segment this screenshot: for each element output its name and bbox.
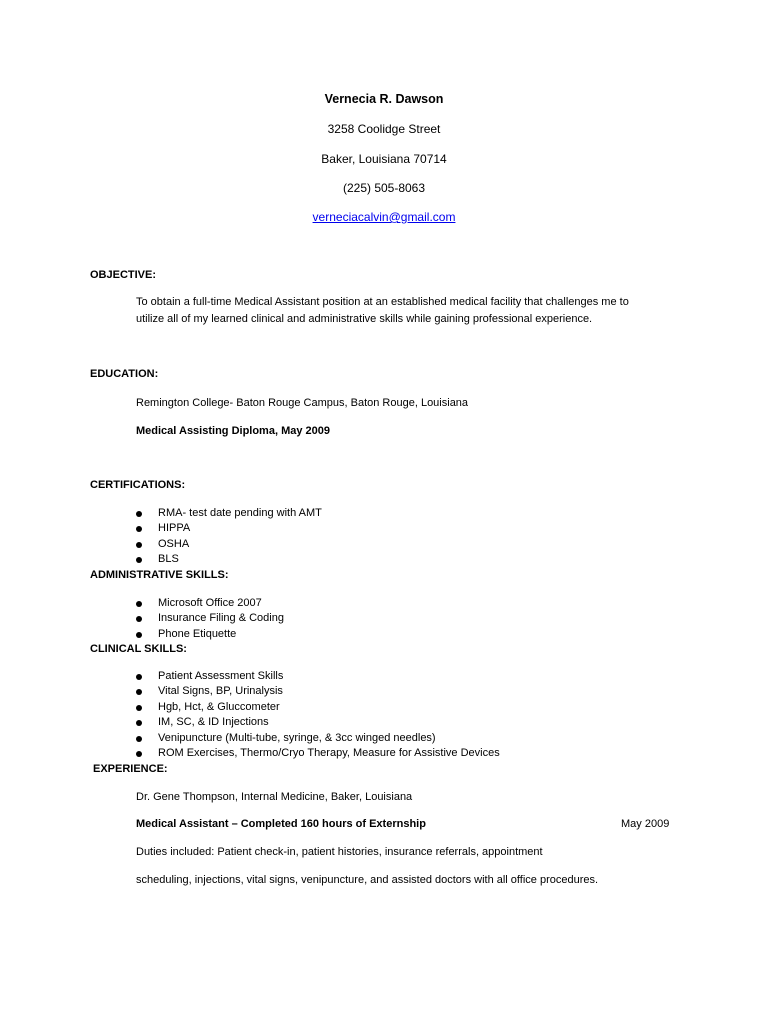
street-address: 3258 Coolidge Street	[327, 122, 441, 136]
bullet-icon	[136, 751, 142, 757]
experience-employer: Dr. Gene Thompson, Internal Medicine, Baker, Louisiana	[136, 791, 413, 803]
list-item: Hgb, Hct, & Gluccometer	[136, 700, 500, 715]
list-item: HIPPA	[136, 521, 322, 536]
experience-duties-line-1: Duties included: Patient check-in, patient histories, insurance referrals, appointment	[136, 846, 543, 858]
objective-heading: OBJECTIVE:	[90, 269, 157, 281]
bullet-icon	[136, 720, 142, 726]
bullet-icon	[136, 705, 142, 711]
bullet-icon	[136, 601, 142, 607]
list-item: IM, SC, & ID Injections	[136, 715, 500, 730]
list-item: RMA- test date pending with AMT	[136, 506, 322, 521]
experience-duties-line-2: scheduling, injections, vital signs, venipuncture, and assisted doctors with all office procedures.	[136, 874, 599, 886]
city-state-zip: Baker, Louisiana 70714	[321, 152, 447, 166]
list-item: Microsoft Office 2007	[136, 596, 284, 611]
bullet-icon	[136, 511, 142, 517]
certifications-heading: CERTIFICATIONS:	[90, 479, 186, 491]
resume-name: Vernecia R. Dawson	[324, 92, 444, 106]
email-row	[0, 210, 768, 224]
bullet-icon	[136, 616, 142, 622]
list-item: Vital Signs, BP, Urinalysis	[136, 684, 500, 699]
education-degree: Medical Assisting Diploma, May 2009	[136, 425, 330, 437]
bullet-icon	[136, 736, 142, 742]
objective-line-2: utilize all of my learned clinical and administrative skills while gaining professional experience.	[136, 313, 593, 325]
bullet-icon	[136, 542, 142, 548]
objective-line-1: To obtain a full-time Medical Assistant position at an established medical facility that challenges me to	[136, 296, 629, 308]
administrative-skills-list	[136, 596, 284, 642]
education-heading: EDUCATION:	[90, 368, 159, 380]
administrative-skills-heading: ADMINISTRATIVE SKILLS:	[90, 569, 229, 581]
phone-number: (225) 505-8063	[342, 181, 426, 195]
list-item: Insurance Filing & Coding	[136, 611, 284, 626]
bullet-icon	[136, 526, 142, 532]
bullet-icon	[136, 557, 142, 563]
experience-date: May 2009	[621, 818, 670, 830]
list-item: Patient Assessment Skills	[136, 669, 500, 684]
education-school: Remington College- Baton Rouge Campus, Baton Rouge, Louisiana	[136, 397, 469, 409]
list-item: BLS	[136, 552, 322, 567]
list-item: OSHA	[136, 537, 322, 552]
bullet-icon	[136, 632, 142, 638]
certifications-list	[136, 506, 322, 568]
bullet-icon	[136, 674, 142, 680]
list-item: Phone Etiquette	[136, 627, 284, 642]
bullet-icon	[136, 689, 142, 695]
list-item: Venipuncture (Multi-tube, syringe, & 3cc winged needles)	[136, 731, 500, 746]
clinical-skills-list	[136, 669, 500, 761]
experience-heading: EXPERIENCE:	[93, 763, 168, 775]
clinical-skills-heading: CLINICAL SKILLS:	[90, 643, 187, 655]
experience-title: Medical Assistant – Completed 160 hours of Externship	[136, 818, 426, 830]
email-link[interactable]: verneciacalvin@gmail.com	[312, 210, 456, 224]
list-item: ROM Exercises, Thermo/Cryo Therapy, Measure for Assistive Devices	[136, 746, 500, 761]
